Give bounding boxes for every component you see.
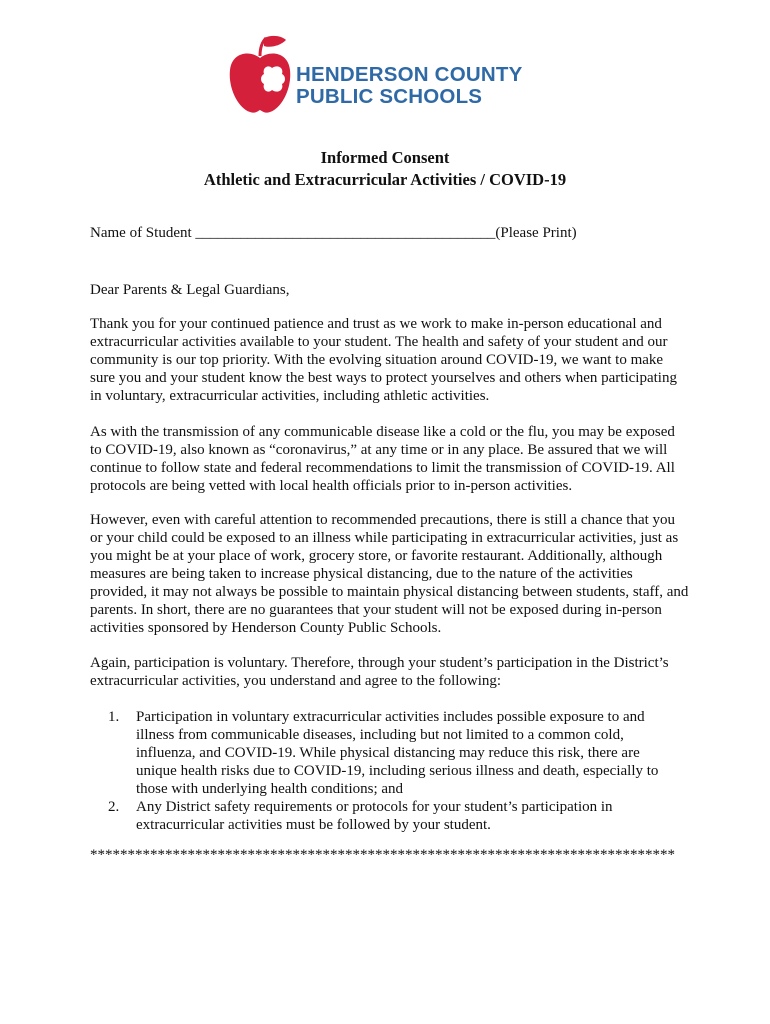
paragraph-agreement: Again, participation is voluntary. Therefore, through your student’s participation in the District’s extracurricular activities, you understand and agree to the following: [90, 655, 669, 689]
document-subtitle: Athletic and Extracurricular Activities / COVID-19 [203, 170, 567, 189]
list-item-text: Any District safety requirements or protocols for your student’s participation in extracurricular activities must be followed by your student. [136, 799, 613, 833]
greeting: Dear Parents & Legal Guardians, [90, 282, 290, 298]
list-item-number: 2. [108, 799, 120, 815]
apple-icon [228, 34, 292, 114]
logo-line-2: PUBLIC SCHOOLS [296, 85, 483, 108]
list-item [108, 708, 668, 798]
paragraph-intro: Thank you for your continued patience and trust as we work to make in-person educational and extracurricular activities available to your student. The health and safety of your student and our community is our top priority. With the evolving situation around COVID-19, we want to make sure you and your student know the best ways to protect yourselves and others when participating in voluntary, extracurricular activities, including athletic activities. [90, 316, 677, 404]
document-title: Informed Consent [320, 148, 450, 167]
list-item-text: Participation in voluntary extracurricular activities includes possible exposure to and illness from communicable diseases, including but not limited to a common cold, influenza, and COVID-19. While physical distancing may reduce this risk, there are unique health risks due to COVID-19, including serious illness and death, especially to those with underlying health conditions; and [136, 709, 659, 797]
list-item [108, 798, 668, 834]
paragraph-exposure: As with the transmission of any communicable disease like a cold or the flu, you may be exposed to COVID-19, also known as “coronavirus,” at any time or in any place. Be assured that we will continue to follow state and federal recommendations to limit the transmission of COVID-19. All protocols are being vetted with local health officials prior to in-person activities. [90, 424, 675, 494]
agreement-list [108, 708, 668, 834]
separator-line: ****************************************************************************** [90, 847, 675, 863]
logo-text [296, 64, 522, 108]
student-name-field[interactable]: Name of Student ________________________________________(Please Print) [90, 225, 577, 241]
logo-line-1: HENDERSON COUNTY [296, 63, 523, 86]
list-item-number: 1. [108, 709, 120, 725]
school-logo [228, 34, 548, 116]
paragraph-precautions: However, even with careful attention to recommended precautions, there is still a chance that you or your child could be exposed to an illness while participating in extracurricular activities, just as you might be at your place of work, grocery store, or favorite restaurant. Additionally, although measures are being taken to increase physical distancing, due to the nature of the activities provided, it may not always be possible to maintain physical distancing between students, staff, and parents. In short, there are no guarantees that your student will not be exposed during in-person activities sponsored by Henderson County Public Schools. [90, 512, 689, 636]
